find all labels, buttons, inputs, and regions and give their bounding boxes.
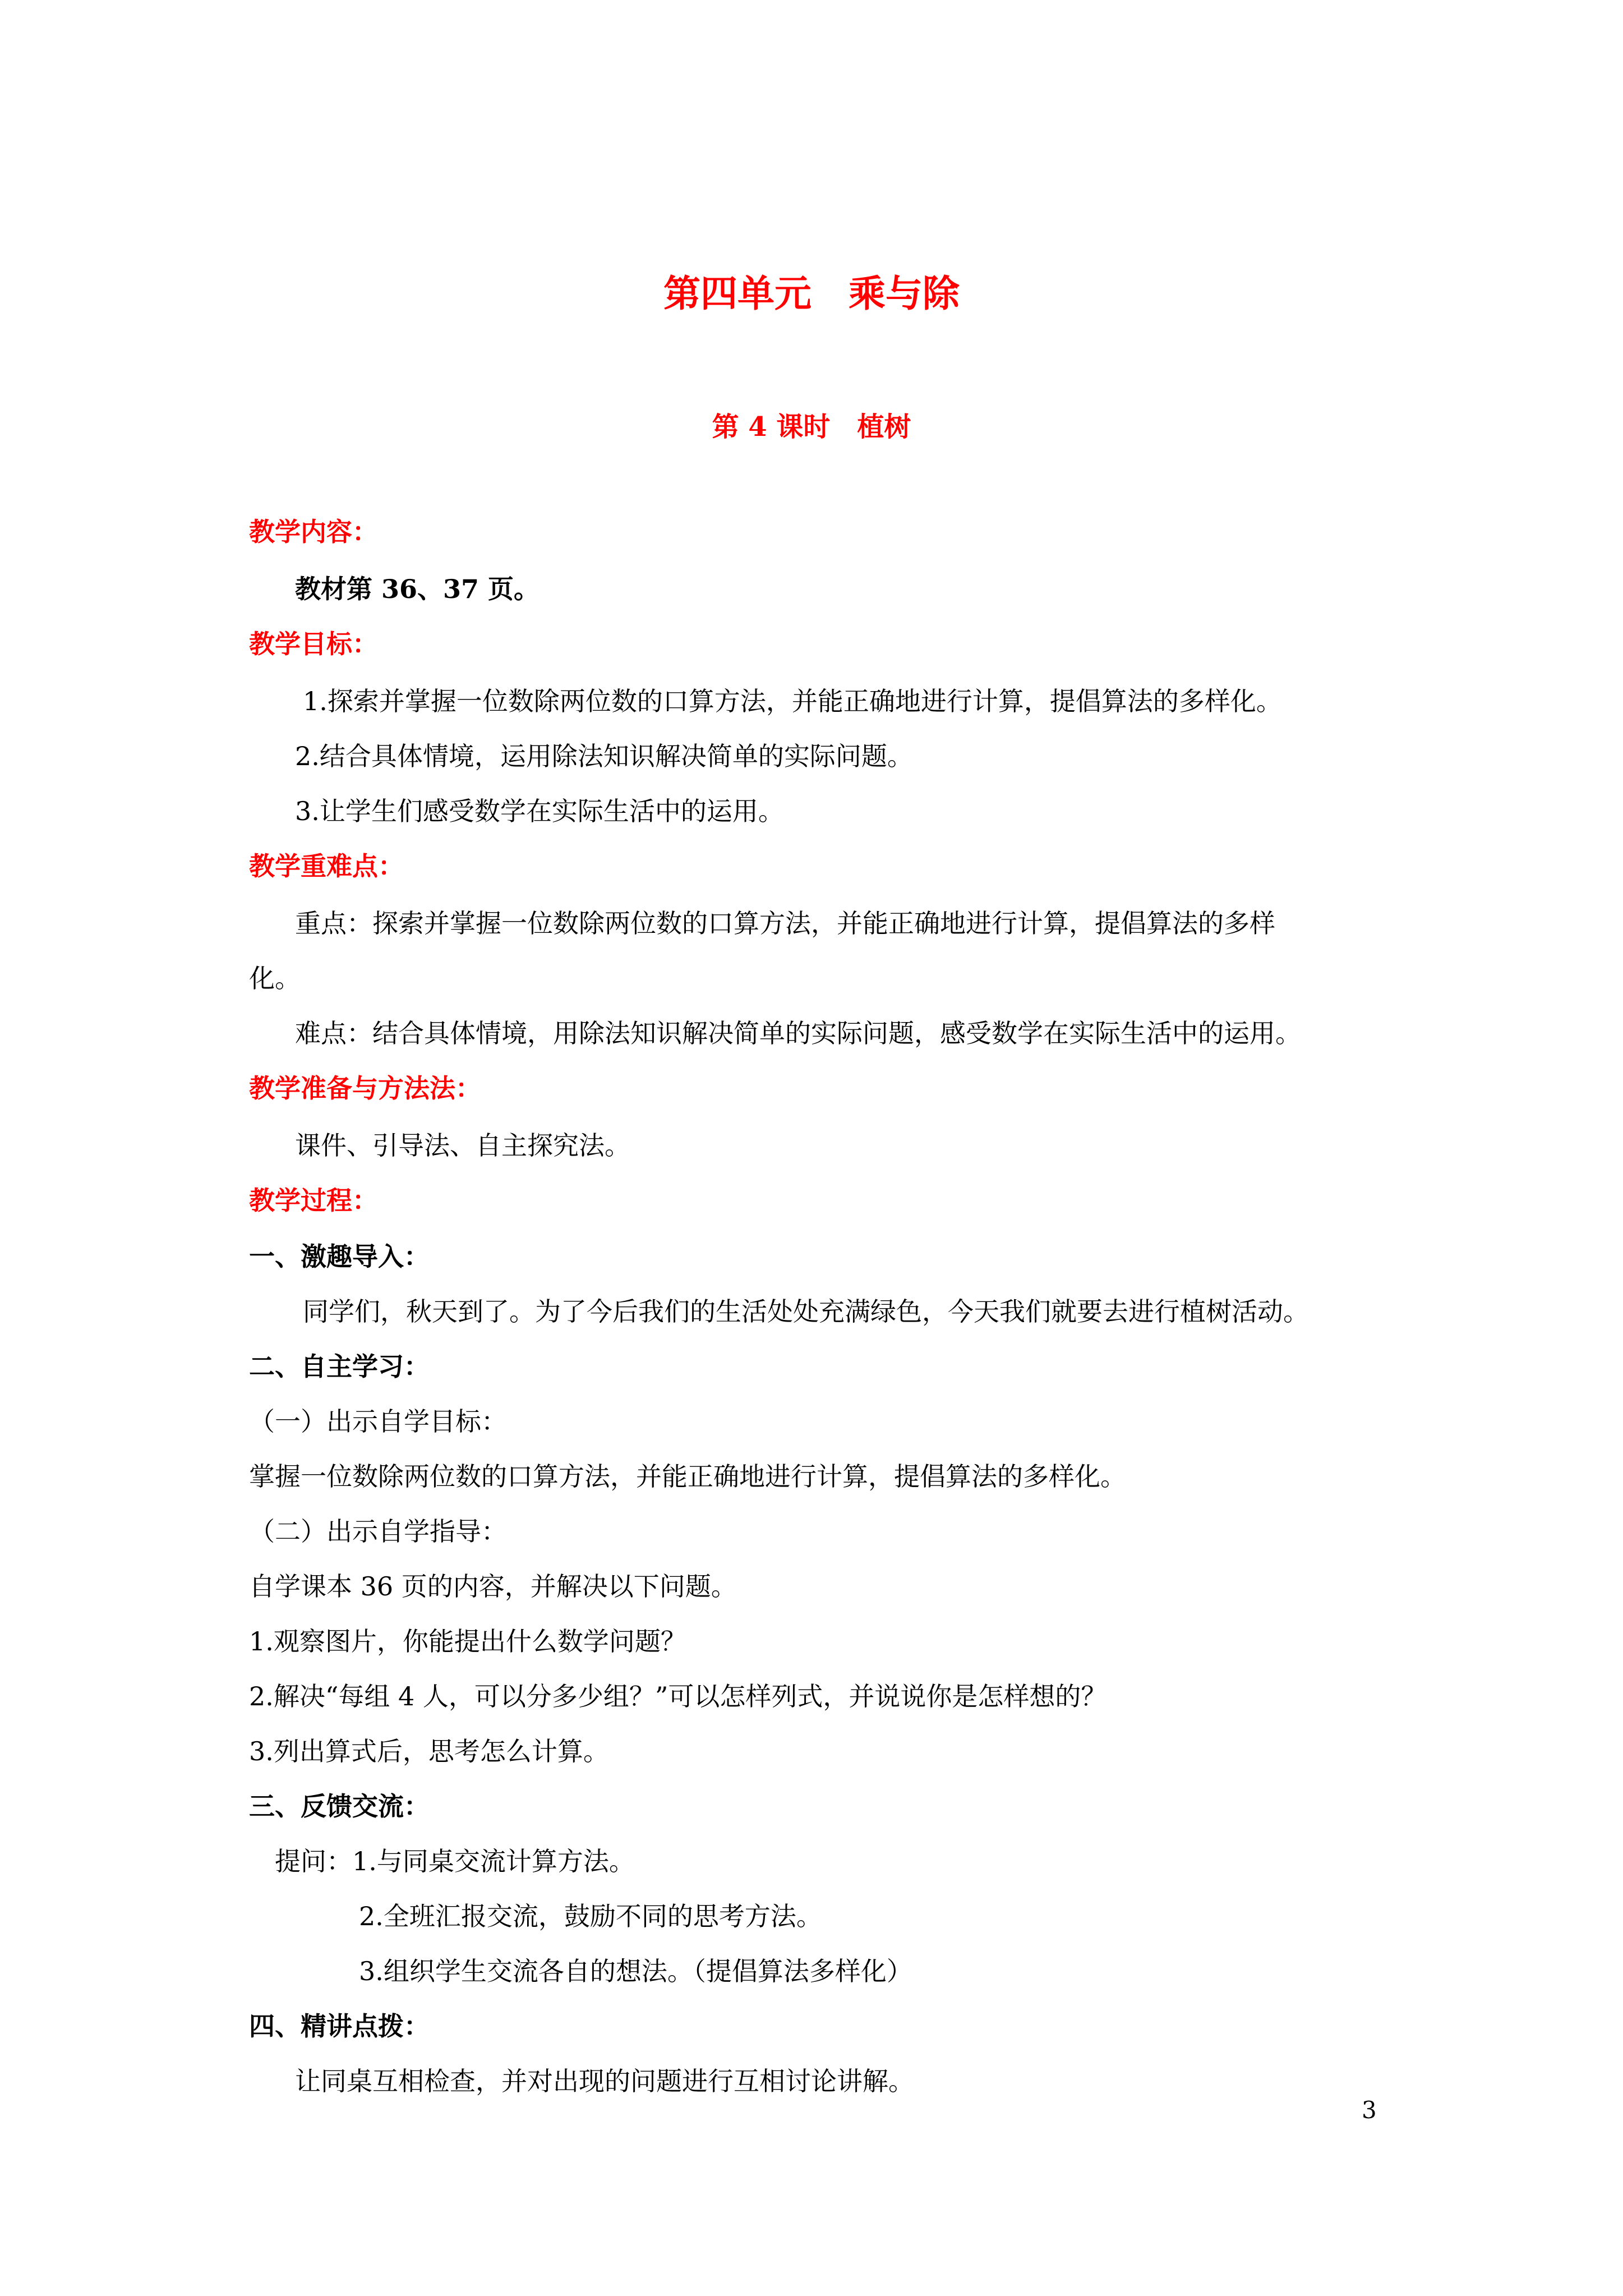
part4-heading: 四、精讲点拨： xyxy=(249,2011,430,2041)
goal-item-2: 2.结合具体情境，运用除法知识解决简单的实际问题。 xyxy=(295,741,913,771)
process-heading: 教学过程： xyxy=(249,1185,378,1216)
key-points-heading: 教学重难点： xyxy=(249,851,404,881)
part2-sub2: （二）出示自学指导： xyxy=(249,1516,507,1547)
key-point-line2: 化。 xyxy=(249,963,301,993)
page-number: 3 xyxy=(1362,2096,1377,2124)
part2-sub1: （一）出示自学目标： xyxy=(249,1406,507,1437)
part3-item-3: 3.组织学生交流各自的想法。（提倡算法多样化） xyxy=(359,1956,912,1986)
content-heading: 教学内容： xyxy=(249,517,378,547)
goals-heading: 教学目标： xyxy=(249,629,378,659)
content-text: 教材第 36、37 页。 xyxy=(295,574,540,604)
prep-text: 课件、引导法、自主探究法。 xyxy=(295,1130,630,1161)
part2-heading: 二、自主学习： xyxy=(249,1351,430,1382)
difficult-point: 难点：结合具体情境，用除法知识解决简单的实际问题，感受数学在实际生活中的运用。 xyxy=(295,1018,1301,1048)
goal-item-3: 3.让学生们感受数学在实际生活中的运用。 xyxy=(295,796,784,826)
question-item-2: 2.解决“每组 4 人，可以分多少组？”可以怎样列式，并说说你是怎样想的？ xyxy=(249,1681,1107,1711)
goal-item-1: 1.探索并掌握一位数除两位数的口算方法，并能正确地进行计算，提倡算法的多样化。 xyxy=(303,686,1282,716)
question-item-1: 1.观察图片，你能提出什么数学问题？ xyxy=(249,1626,686,1657)
part2-sub2-text: 自学课本 36 页的内容，并解决以下问题。 xyxy=(249,1571,737,1602)
part4-text: 让同桌互相检查，并对出现的问题进行互相讨论讲解。 xyxy=(295,2066,914,2096)
key-point-line1: 重点：探索并掌握一位数除两位数的口算方法，并能正确地进行计算，提倡算法的多样 xyxy=(295,908,1275,938)
part3-item-2: 2.全班汇报交流，鼓励不同的思考方法。 xyxy=(359,1901,822,1931)
part2-sub1-text: 掌握一位数除两位数的口算方法，并能正确地进行计算，提倡算法的多样化。 xyxy=(249,1461,1126,1492)
part1-text: 同学们，秋天到了。为了今后我们的生活处处充满绿色，今天我们就要去进行植树活动。 xyxy=(303,1296,1309,1327)
lesson-title: 第 4 课时 植树 xyxy=(712,411,911,443)
part1-heading: 一、激趣导入： xyxy=(249,1241,430,1272)
part3-heading: 三、反馈交流： xyxy=(249,1791,430,1821)
question-item-3: 3.列出算式后，思考怎么计算。 xyxy=(249,1736,609,1766)
prep-heading: 教学准备与方法法： xyxy=(249,1073,481,1103)
part3-item-1: 提问：1.与同桌交流计算方法。 xyxy=(275,1846,635,1876)
unit-title: 第四单元 乘与除 xyxy=(663,272,960,315)
